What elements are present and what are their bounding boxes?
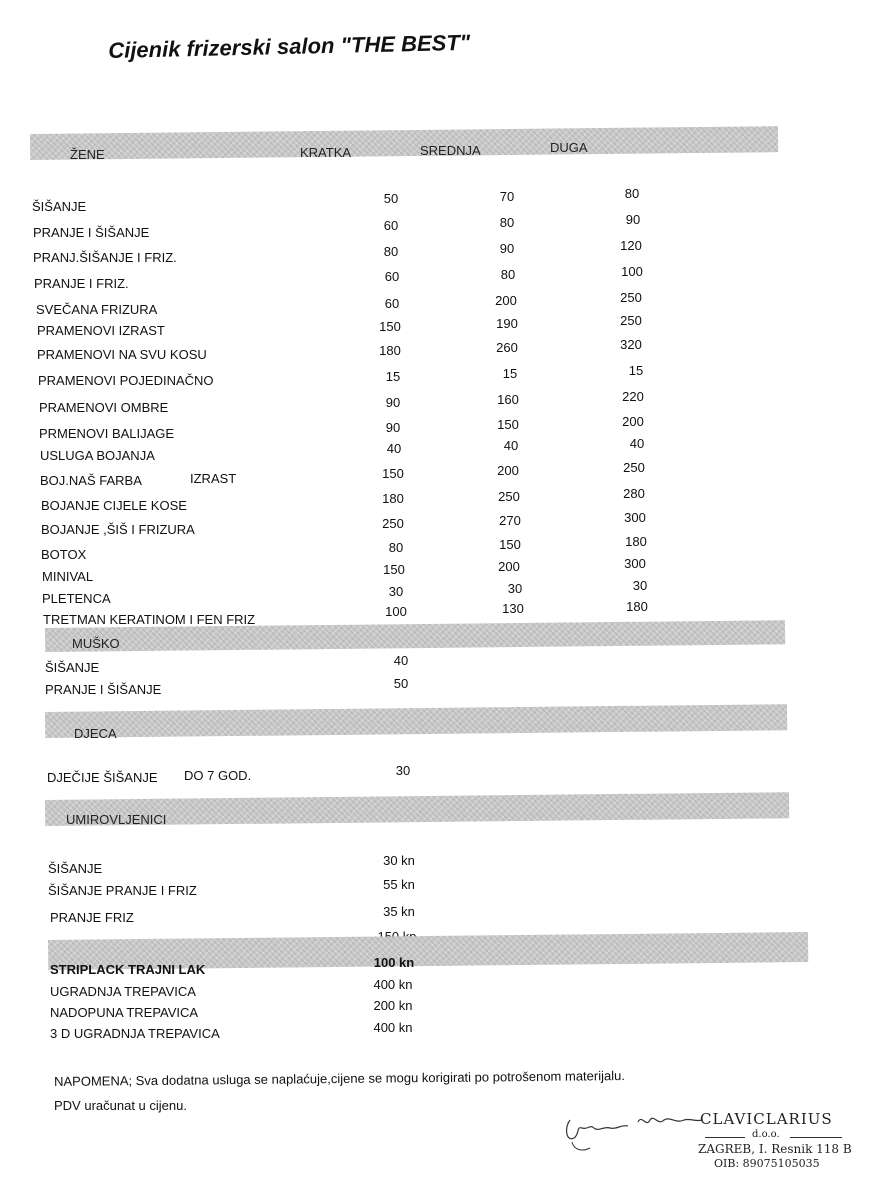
stamp-name: CLAVICLARIUS [700,1110,833,1128]
price-duga: 300 [624,510,646,525]
price: 40 [393,653,409,668]
price-kratka: 50 [383,191,399,206]
service-label: PRAMENOVI NA SVU KOSU [37,347,207,362]
price: 400 kn [373,1020,413,1035]
price-duga: 180 [625,534,647,549]
price-srednja: 150 [499,537,521,552]
djeca-section-label: DJECA [74,726,117,741]
price-duga: 90 [625,212,641,227]
service-label: MINIVAL [42,569,94,584]
service-label: PRANJ.ŠIŠANJE I FRIZ. [33,250,177,265]
price-duga: 100 [621,264,643,279]
service-label-extra: IZRAST [190,471,237,486]
price: 200 kn [373,998,413,1013]
column-header-srednja: SREDNJA [420,143,481,158]
price-duga: 250 [620,290,642,305]
price-kratka: 250 [382,516,404,531]
price-kratka: 15 [385,369,401,384]
price-kratka: 60 [384,296,400,311]
price-duga: 30 [632,578,648,593]
price-kratka: 180 [382,491,404,506]
stamp-sub: d.o.o. [752,1129,780,1140]
price-duga: 200 [622,414,644,429]
price-kratka: 180 [379,343,401,358]
page-title: Cijenik frizerski salon "THE BEST" [108,29,471,63]
service-label: PLETENCA [42,591,111,606]
price-srednja: 40 [503,438,519,453]
price: 50 [393,676,409,691]
price-kratka: 60 [384,269,400,284]
price-duga: 300 [624,556,646,571]
price-kratka: 60 [383,218,399,233]
stamp-line-right [790,1137,842,1138]
price-srednja: 70 [499,189,515,204]
service-label: NADOPUNA TREPAVICA [50,1005,199,1020]
service-label: 3 D UGRADNJA TREPAVICA [50,1026,220,1041]
price: 400 kn [373,977,413,992]
service-label: BOJANJE ,ŠIŠ I FRIZURA [41,522,195,537]
price-duga: 220 [622,389,644,404]
djeca-header-band [45,704,787,738]
price-srednja: 200 [495,293,517,308]
service-label: SVEČANA FRIZURA [36,302,158,317]
service-label: PRANJE FRIZ [50,910,134,925]
service-label: PRANJE I ŠIŠANJE [45,682,162,697]
umirovljenici-section-label: UMIROVLJENICI [66,812,167,827]
price-duga: 120 [620,238,642,253]
service-label: USLUGA BOJANJA [40,448,155,463]
price-duga: 180 [626,599,648,614]
zene-header-band [30,126,778,160]
price-srednja: 130 [502,601,524,616]
service-label: BOJANJE CIJELE KOSE [41,498,187,513]
note-line-2: PDV uračunat u cijenu. [54,1098,187,1113]
price-srednja: 270 [499,513,521,528]
price-kratka: 100 [385,604,407,619]
price-srednja: 260 [496,340,518,355]
price: 55 kn [383,877,415,892]
price-srednja: 160 [497,392,519,407]
price-kratka: 80 [388,540,404,555]
price-srednja: 30 [507,581,523,596]
price: 100 kn [373,955,415,970]
service-label: PRAMENOVI OMBRE [39,400,169,415]
price-kratka: 150 [379,319,401,334]
price-srednja: 250 [498,489,520,504]
service-label-extra: DO 7 GOD. [184,768,252,783]
price: 30 [395,763,411,778]
price-kratka: 90 [385,420,401,435]
service-label: BOTOX [41,547,87,562]
service-label: TRETMAN KERATINOM I FEN FRIZ [43,612,256,627]
service-label: ŠIŠANJE PRANJE I FRIZ [48,883,197,898]
service-label: STRIPLACK TRAJNI LAK [50,962,206,977]
price-duga: 280 [623,486,645,501]
service-label: PRMENOVI BALIJAGE [39,426,175,441]
price-duga: 250 [620,313,642,328]
service-label: UGRADNJA TREPAVICA [50,984,196,999]
price: 30 kn [383,853,415,868]
price-srednja: 80 [500,267,516,282]
service-label: PRANJE I FRIZ. [34,276,129,291]
price-duga: 40 [629,436,645,451]
price-kratka: 150 [382,466,404,481]
price-duga: 320 [620,337,642,352]
signature [560,1098,710,1158]
service-label: ŠIŠANJE [48,861,103,876]
price-srednja: 150 [497,417,519,432]
price-duga: 15 [628,363,644,378]
service-label: PRANJE I ŠIŠANJE [33,225,150,240]
service-label: ŠIŠANJE [32,199,87,214]
price-srednja: 90 [499,241,515,256]
column-header-duga: DUGA [550,140,588,155]
service-label: ŠIŠANJE [45,660,100,675]
price-kratka: 80 [383,244,399,259]
column-header-kratka: KRATKA [300,145,352,160]
price: 35 kn [383,904,415,919]
price-kratka: 40 [386,441,402,456]
price-srednja: 200 [497,463,519,478]
price-kratka: 90 [385,395,401,410]
stamp-line-left [705,1137,745,1138]
service-label: PRAMENOVI IZRAST [37,323,165,338]
price-kratka: 30 [388,584,404,599]
price-srednja: 80 [499,215,515,230]
price-duga: 250 [623,460,645,475]
price-srednja: 200 [498,559,520,574]
service-label: PRAMENOVI POJEDINAČNO [38,373,214,388]
price-srednja: 190 [496,316,518,331]
service-label: BOJ.NAŠ FARBA [40,473,142,488]
musko-section-label: MUŠKO [72,636,120,651]
price-kratka: 150 [383,562,405,577]
price-srednja: 15 [502,366,518,381]
stamp-address: ZAGREB, I. Resnik 118 B [698,1142,852,1156]
price-duga: 80 [624,186,640,201]
stamp-oib: OIB: 89075105035 [714,1157,820,1170]
note-line-1: NAPOMENA; Sva dodatna usluga se naplaćuje,cijene se mogu korigirati po potrošenom materijalu. [54,1068,625,1089]
service-label: DJEČIJE ŠIŠANJE [47,770,158,785]
zene-section-label: ŽENE [70,147,105,162]
